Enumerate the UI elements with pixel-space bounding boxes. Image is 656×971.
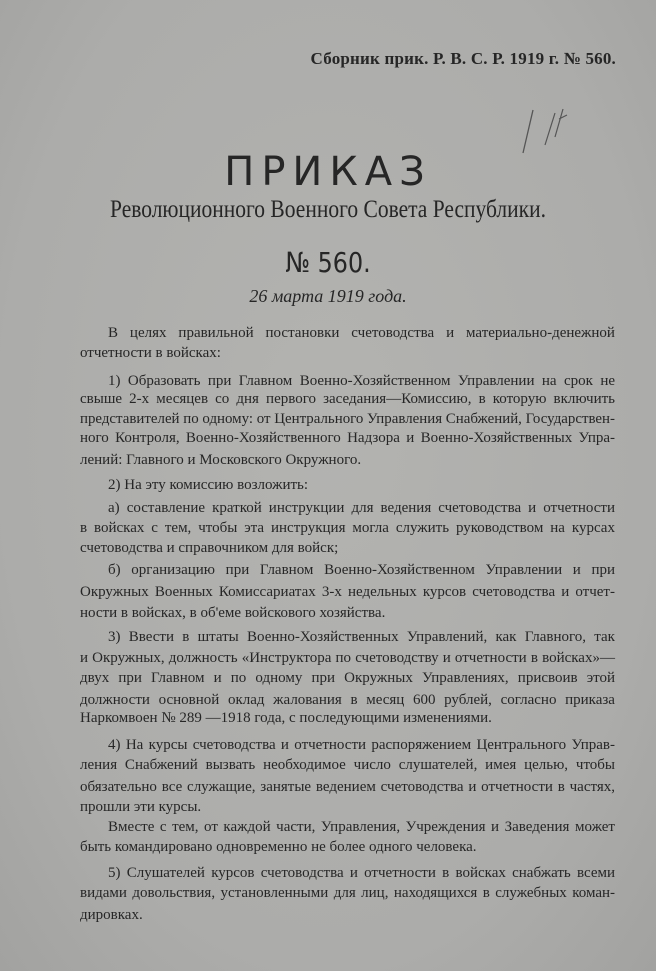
line-text: представителей по одному: от Центрального Управления Снабжений, Государствен- [80,411,615,427]
paragraph-line [80,798,615,816]
paragraph-line [80,691,615,709]
line-text: В целях правильной постановки счетоводства и материально-денежной [108,325,615,341]
paragraph-line [80,709,615,727]
line-text: дировках. [80,907,143,923]
line-text: двух при Главном и по одному при Окружных Управлениях, присвоив этой [80,670,616,686]
paragraph-line [80,451,615,469]
line-text: 5) Слушателей курсов счетоводства и отчетности в войсках снабжать всеми [108,865,615,881]
paragraph-line [80,539,615,557]
paragraph-line [80,390,615,408]
line-text: б) организацию при Главном Военно-Хозяйственном Управлении и при [108,562,616,578]
order-number: № 560. [285,246,371,279]
line-text: Наркомвоен № 289 —1918 года, с последующими изменениями. [80,710,492,726]
line-text: 4) На курсы счетоводства и отчетности распоряжением Центрального Управ- [108,737,616,753]
line-text: Вместе с тем, от каждой части, Управления, Учреждения и Заведения может [108,819,615,835]
line-text: быть командировано одновременно не более одного человека. [80,839,477,855]
paragraph-line [108,372,615,390]
paragraph-line [80,344,615,362]
paragraph-line [80,906,615,924]
line-text: 2) На эту комиссию возложить: [108,477,309,493]
paragraph-line [80,669,615,687]
paragraph-line [80,429,615,447]
paragraph-line [108,476,615,494]
paragraph-line [108,818,615,836]
line-text: прошли эти курсы. [80,799,202,815]
paragraph-line [80,410,615,428]
paragraph-line [108,864,615,882]
paragraph-line [80,884,615,902]
paragraph-line [80,604,615,622]
order-date: 26 марта 1919 года. [249,286,407,306]
paragraph-line [108,324,615,342]
line-text: ности в войсках, в об'еме войскового хозяйства. [80,605,386,621]
line-text: должности основной оклад жалования в месяц 600 рублей, согласно приказа [80,692,615,708]
document-subtitle: Революционного Военного Совета Республики. [110,196,546,223]
paragraph-line [80,756,615,774]
line-text: в войсках с тем, чтобы эта инструкция могла служить руководством на курсах [80,520,615,536]
line-text: видами довольствия, установленными для лиц, находящихся в служебных коман- [80,885,616,901]
paragraph-line [80,778,615,796]
line-text: и Окружных, должность «Инструктора по счетоводству и отчетности в войсках»— [80,650,615,666]
collection-header: Сборник прик. Р. В. С. Р. 1919 г. № 560. [310,49,616,68]
paragraph-line [80,519,615,537]
paragraph-line [108,561,615,579]
handwritten-mark [515,105,575,155]
line-text: лений: Главного и Московского Окружного. [80,452,362,468]
line-text: а) составление краткой инструкции для ведения счетоводства и отчетности [108,500,616,516]
line-text: свыше 2-х месяцев со дня первого заседания—Комиссию, в которую включить [80,391,615,407]
paragraph-line [108,499,615,517]
document-title: ПРИКАЗ [224,149,432,195]
line-text: Окружных Военных Комиссариатах 3-х недельных курсов счетоводства и отчет- [80,584,615,600]
paragraph-line [108,736,615,754]
line-text: счетоводства и справочником для войск; [80,540,339,556]
line-text: ления Снабжений вызвать необходимое число слушателей, имея целью, чтобы [80,757,616,773]
line-text: 1) Образовать при Главном Военно-Хозяйственном Управлении на срок не [108,373,616,389]
paragraph-line [108,628,615,646]
line-text: обязательно все служащие, занятые ведением счетоводства и отчетности в частях, [80,779,615,795]
line-text: отчетности в войсках: [80,345,221,361]
paragraph-line [80,649,615,667]
paragraph-line [80,583,615,601]
paragraph-line [80,838,615,856]
line-text: ного Контроля, Военно-Хозяйственного Надзора и Военно-Хозяйственных Упра- [80,430,616,446]
line-text: 3) Ввести в штаты Военно-Хозяйственных Управлений, как Главного, так [108,629,615,645]
